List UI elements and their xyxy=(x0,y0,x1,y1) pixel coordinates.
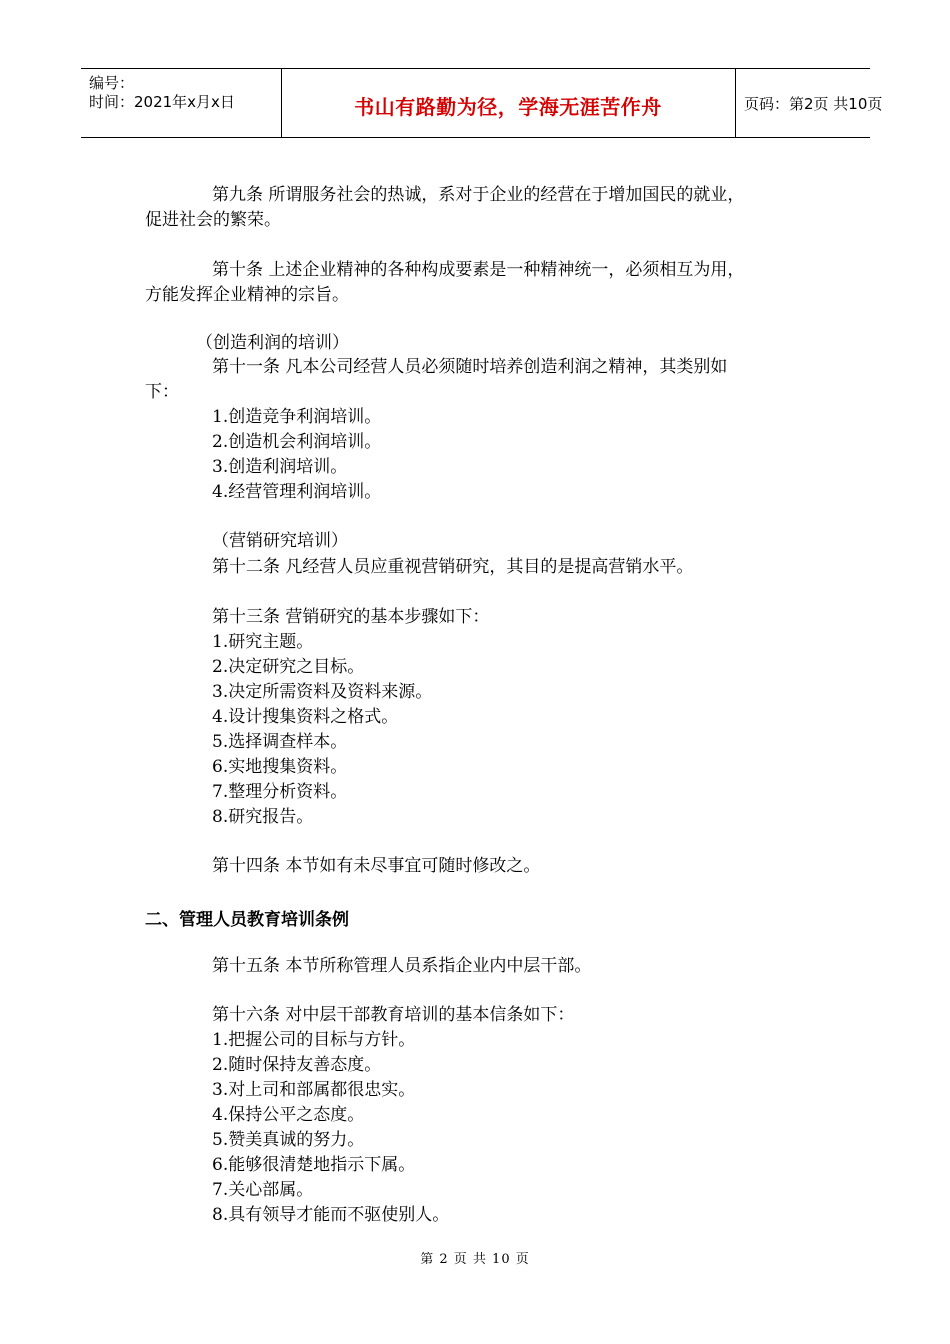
list-item: 5.选择调查样本。 xyxy=(212,732,348,752)
article-16: 第十六条 对中层干部教育培训的基本信条如下： xyxy=(212,1005,575,1025)
header-page-info: 页码：第2页 共10页 xyxy=(744,95,883,113)
list-item: 6.实地搜集资料。 xyxy=(212,757,348,777)
header-motto: 书山有路勤为径，学海无涯苦作舟 xyxy=(354,95,662,119)
list-item: 8.具有领导才能而不驱使别人。 xyxy=(212,1205,450,1225)
list-item: 3.决定所需资料及资料来源。 xyxy=(212,682,433,702)
section-heading-2: 二、管理人员教育培训条例 xyxy=(145,910,349,930)
list-item: 1.研究主题。 xyxy=(212,632,314,652)
list-item: 2.创造机会利润培训。 xyxy=(212,432,382,452)
header-motto-cell xyxy=(281,69,736,137)
doc-number-label: 编号： xyxy=(89,74,135,92)
article-10-line-2: 方能发挥企业精神的宗旨。 xyxy=(145,285,349,305)
article-9-line-1: 第九条 所谓服务社会的热诚，系对于企业的经营在于增加国民的就业， xyxy=(212,185,745,205)
list-item: 4.经营管理利润培训。 xyxy=(212,482,382,502)
list-item: 2.随时保持友善态度。 xyxy=(212,1055,382,1075)
article-11-line-2: 下： xyxy=(145,382,179,402)
article-9-line-2: 促进社会的繁荣。 xyxy=(145,210,281,230)
article-11-line-1: 第十一条 凡本公司经营人员必须随时培养创造利润之精神，其类别如 xyxy=(212,357,728,377)
list-item: 8.研究报告。 xyxy=(212,807,314,827)
list-item: 4.保持公平之态度。 xyxy=(212,1105,365,1125)
list-item: 7.关心部属。 xyxy=(212,1180,314,1200)
list-item: 2.决定研究之目标。 xyxy=(212,657,365,677)
list-item: 1.创造竞争利润培训。 xyxy=(212,407,382,427)
article-14: 第十四条 本节如有未尽事宜可随时修改之。 xyxy=(212,856,541,876)
list-item: 3.创造利润培训。 xyxy=(212,457,348,477)
list-item: 1.把握公司的目标与方针。 xyxy=(212,1030,416,1050)
article-15: 第十五条 本节所称管理人员系指企业内中层干部。 xyxy=(212,956,592,976)
article-10-line-1: 第十条 上述企业精神的各种构成要素是一种精神统一，必须相互为用， xyxy=(212,260,745,280)
list-item: 3.对上司和部属都很忠实。 xyxy=(212,1080,416,1100)
list-item: 7.整理分析资料。 xyxy=(212,782,348,802)
header-meta-cell xyxy=(81,69,282,137)
article-13: 第十三条 营销研究的基本步骤如下： xyxy=(212,607,490,627)
page-header xyxy=(81,68,883,138)
article-12: 第十二条 凡经营人员应重视营销研究，其目的是提高营销水平。 xyxy=(212,557,694,577)
page-footer: 第 2 页 共 10 页 xyxy=(420,1252,530,1267)
list-item: 5.赞美真诚的努力。 xyxy=(212,1130,365,1150)
header-page-cell xyxy=(736,69,883,137)
list-item: 6.能够很清楚地指示下属。 xyxy=(212,1155,416,1175)
section-profit-training: （创造利润的培训） xyxy=(196,333,349,353)
section-marketing-training: （营销研究培训） xyxy=(212,531,348,551)
doc-time-label: 时间：2021年x月x日 xyxy=(89,93,235,111)
list-item: 4.设计搜集资料之格式。 xyxy=(212,707,399,727)
